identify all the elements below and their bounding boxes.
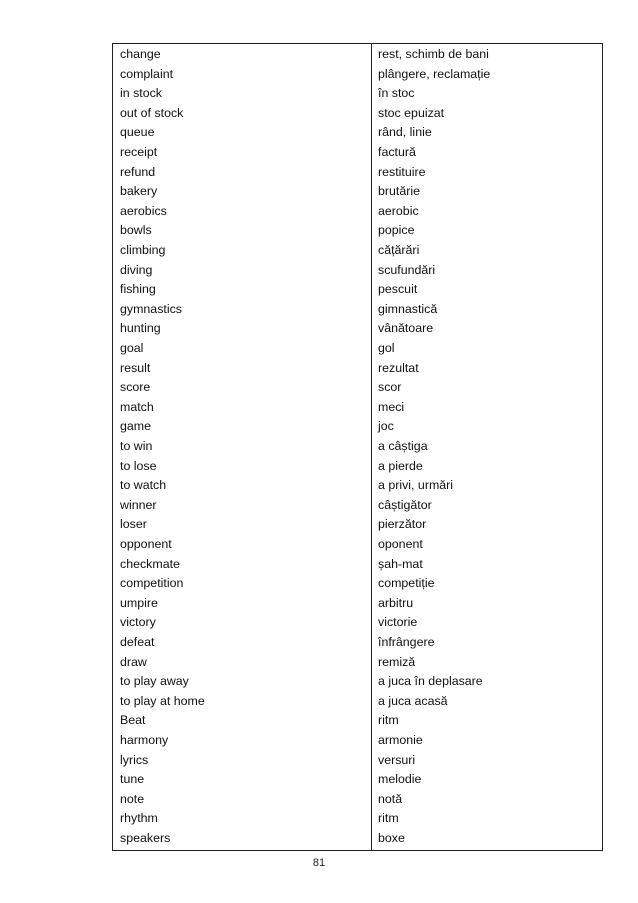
vocabulary-row	[113, 123, 602, 143]
romanian-translation: stoc epuizat	[378, 105, 445, 120]
romanian-translation: brutărie	[378, 184, 421, 199]
english-term: defeat	[120, 635, 155, 649]
english-term: complaint	[120, 66, 174, 81]
romanian-translation: rând, linie	[378, 125, 432, 140]
vocabulary-row	[113, 672, 602, 692]
romanian-translation: ritm	[378, 713, 399, 728]
romanian-translation: notă	[378, 791, 403, 806]
vocabulary-row	[113, 809, 602, 829]
vocabulary-row	[113, 241, 602, 261]
english-term: to play at home	[120, 693, 205, 708]
vocabulary-row	[113, 300, 602, 320]
romanian-translation: joc	[378, 419, 394, 434]
romanian-translation: remiză	[378, 654, 416, 669]
english-term: queue	[120, 125, 155, 140]
english-term: checkmate	[120, 556, 180, 571]
vocabulary-row	[113, 202, 602, 222]
vocabulary-row	[113, 378, 602, 398]
romanian-translation: oponent	[378, 537, 423, 551]
vocabulary-row	[113, 535, 602, 555]
romanian-translation: boxe	[378, 831, 405, 845]
romanian-translation: plângere, reclamație	[378, 66, 491, 81]
romanian-translation: șah-mat	[378, 556, 423, 571]
romanian-translation: pescuit	[378, 282, 418, 297]
english-term: match	[120, 399, 154, 414]
english-term: loser	[120, 517, 147, 532]
romanian-translation: rest, schimb de bani	[378, 47, 489, 61]
english-term: victory	[120, 615, 156, 630]
vocabulary-row	[113, 613, 602, 633]
vocabulary-row	[113, 790, 602, 810]
romanian-translation: versuri	[378, 752, 416, 767]
vocabulary-row	[113, 398, 602, 418]
vocabulary-row	[113, 261, 602, 281]
english-term: game	[120, 419, 151, 434]
english-term: hunting	[120, 321, 161, 336]
romanian-translation: scufundări	[378, 262, 436, 277]
vocabulary-row	[113, 829, 602, 849]
vocabulary-row	[113, 496, 602, 516]
romanian-translation: cățărări	[378, 243, 420, 257]
english-term: to watch	[120, 478, 167, 493]
vocabulary-row	[113, 182, 602, 202]
vocabulary-row	[113, 280, 602, 300]
english-term: out of stock	[120, 105, 184, 120]
romanian-translation: în stoc	[378, 86, 415, 101]
english-term: to play away	[120, 674, 189, 689]
page-number: 81	[312, 857, 326, 869]
english-term: climbing	[120, 243, 166, 257]
english-term: lyrics	[120, 752, 149, 767]
romanian-translation: gol	[378, 341, 395, 355]
romanian-translation: vânătoare	[378, 321, 434, 336]
english-term: tune	[120, 772, 145, 787]
romanian-translation: pierzător	[378, 517, 427, 532]
vocabulary-row	[113, 437, 602, 457]
english-term: opponent	[120, 537, 172, 551]
english-term: diving	[120, 262, 153, 277]
romanian-translation: aerobic	[378, 203, 419, 218]
english-term: speakers	[120, 831, 171, 845]
romanian-translation: victorie	[378, 615, 418, 630]
english-term: bowls	[120, 223, 152, 238]
vocabulary-row	[113, 104, 602, 124]
english-term: winner	[120, 497, 157, 512]
english-term: goal	[120, 341, 144, 355]
vocabulary-row	[113, 84, 602, 104]
vocabulary-row	[113, 339, 602, 359]
romanian-translation: a juca acasă	[378, 693, 448, 708]
english-term: harmony	[120, 733, 169, 747]
vocabulary-row	[113, 319, 602, 339]
vocabulary-row	[113, 65, 602, 85]
romanian-translation: a privi, urmări	[378, 478, 454, 493]
english-term: note	[120, 791, 145, 806]
romanian-translation: câștigător	[378, 497, 432, 512]
vocabulary-row	[113, 457, 602, 477]
romanian-translation: a juca în deplasare	[378, 674, 483, 689]
english-term: gymnastics	[120, 301, 182, 316]
romanian-translation: restituire	[378, 164, 426, 179]
vocabulary-row	[113, 711, 602, 731]
romanian-translation: înfrângere	[378, 635, 435, 649]
english-term: draw	[120, 654, 147, 669]
romanian-translation: ritm	[378, 811, 399, 826]
english-term: score	[120, 380, 151, 395]
vocabulary-row	[113, 594, 602, 614]
romanian-translation: meci	[378, 399, 405, 414]
english-term: aerobics	[120, 203, 167, 218]
english-term: result	[120, 360, 151, 375]
romanian-translation: arbitru	[378, 595, 414, 610]
vocabulary-row	[113, 574, 602, 594]
vocabulary-row	[113, 731, 602, 751]
vocabulary-row	[113, 45, 602, 65]
romanian-translation: gimnastică	[378, 301, 438, 316]
vocabulary-row	[113, 555, 602, 575]
english-term: fishing	[120, 282, 156, 297]
english-term: umpire	[120, 595, 158, 610]
romanian-translation: factură	[378, 145, 416, 159]
romanian-translation: competiție	[378, 576, 435, 591]
romanian-translation: a pierde	[378, 458, 423, 473]
vocabulary-row	[113, 221, 602, 241]
vocabulary-row	[113, 476, 602, 496]
vocabulary-row	[113, 163, 602, 183]
romanian-translation: popice	[378, 223, 415, 238]
english-term: bakery	[120, 184, 158, 199]
english-term: in stock	[120, 86, 163, 101]
romanian-translation: a câștiga	[378, 439, 428, 453]
vocabulary-row	[113, 653, 602, 673]
english-term: rhythm	[120, 811, 158, 826]
vocabulary-row	[113, 143, 602, 163]
romanian-translation: rezultat	[378, 360, 419, 375]
english-term: receipt	[120, 145, 158, 159]
vocabulary-row	[113, 515, 602, 535]
english-term: competition	[120, 576, 184, 591]
vocabulary-table	[112, 43, 603, 851]
vocabulary-row	[113, 633, 602, 653]
romanian-translation: melodie	[378, 772, 422, 787]
romanian-translation: armonie	[378, 733, 423, 747]
english-term: refund	[120, 164, 156, 179]
english-term: to win	[120, 439, 153, 453]
english-term: to lose	[120, 458, 157, 473]
english-term: change	[120, 47, 161, 61]
vocabulary-row	[113, 751, 602, 771]
romanian-translation: scor	[378, 380, 402, 395]
english-term: Beat	[120, 713, 146, 728]
vocabulary-row	[113, 417, 602, 437]
vocabulary-row	[113, 692, 602, 712]
vocabulary-row	[113, 359, 602, 379]
vocabulary-row	[113, 770, 602, 790]
